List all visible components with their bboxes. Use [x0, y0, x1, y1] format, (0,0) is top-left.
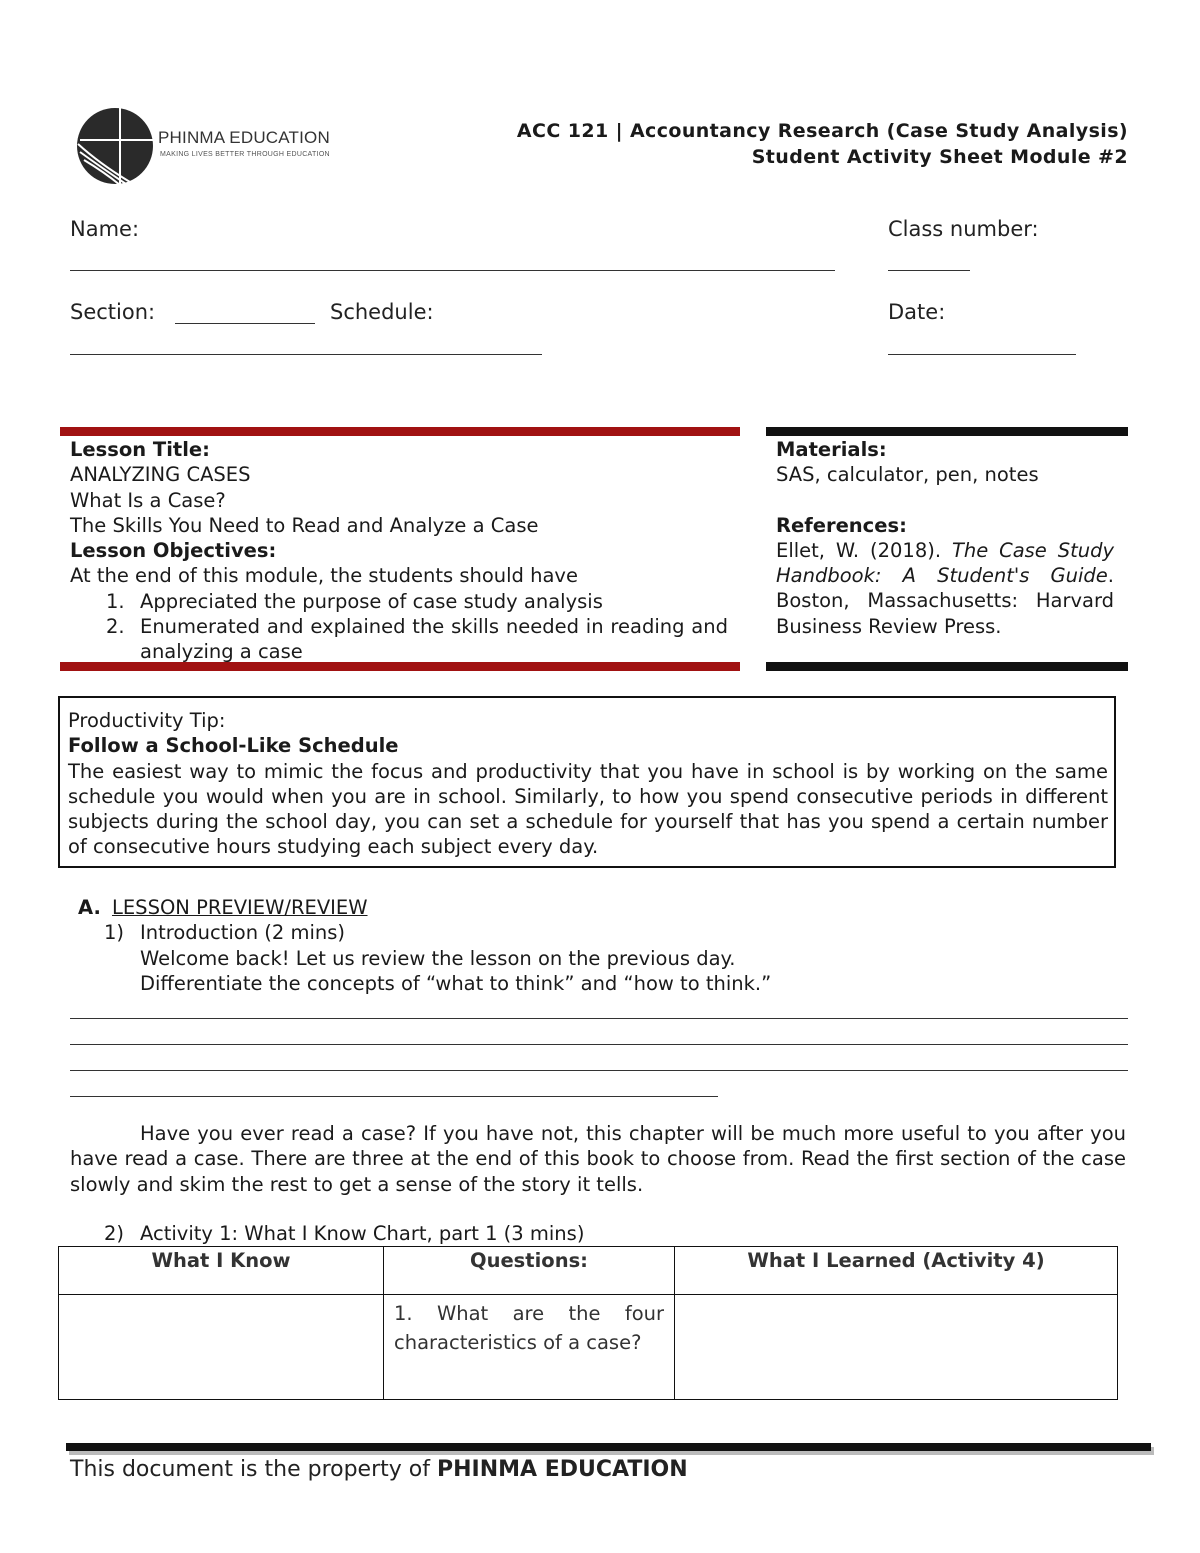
- footer-prefix: This document is the property of: [70, 1457, 437, 1482]
- section-title: LESSON PREVIEW/REVIEW: [112, 896, 368, 919]
- table-header-row: [59, 1247, 1118, 1295]
- lesson-box: [70, 437, 728, 665]
- tip-title: Follow a School-Like Schedule: [68, 734, 399, 758]
- table-header: Questions:: [384, 1247, 675, 1295]
- answer-line[interactable]: [70, 1044, 1128, 1045]
- item1-line1: Welcome back! Let us review the lesson on the previous day.: [140, 947, 736, 970]
- question-text: 1. What are the four characteristics of a case?: [394, 1302, 664, 1354]
- what-i-know-chart: [58, 1246, 1118, 1400]
- productivity-tip: [68, 708, 1108, 860]
- sheet-subtitle: Student Activity Sheet Module #2: [751, 146, 1128, 168]
- footer-owner: PHINMA EDUCATION: [436, 1457, 688, 1482]
- objective-number: 2.: [106, 615, 125, 639]
- materials-top-bar: [766, 427, 1128, 436]
- class-number-field[interactable]: [888, 270, 970, 271]
- class-number-label: Class number:: [888, 217, 1039, 241]
- section-letter: A.: [78, 896, 101, 919]
- what-i-know-cell[interactable]: [59, 1295, 384, 1400]
- item2-number: 2): [104, 1222, 125, 1245]
- lesson-title-line: What Is a Case?: [70, 488, 226, 512]
- name-label: Name:: [70, 217, 140, 241]
- item1-number: 1): [104, 921, 125, 944]
- objectives-list: [70, 589, 728, 665]
- section-label: Section:: [70, 300, 156, 324]
- materials-text: SAS, calculator, pen, notes: [776, 463, 1039, 487]
- date-field[interactable]: [888, 354, 1076, 355]
- item2-title: Activity 1: What I Know Chart, part 1 (3 mins): [140, 1222, 585, 1245]
- name-field[interactable]: [70, 270, 835, 271]
- lesson-title-label: Lesson Title:: [70, 438, 210, 461]
- lesson-top-bar: [60, 427, 740, 436]
- lesson-title-line: The Skills You Need to Read and Analyze a Case: [70, 513, 539, 537]
- schedule-label: Schedule:: [330, 300, 434, 324]
- materials-box: [776, 437, 1114, 639]
- answer-line[interactable]: [70, 1018, 1128, 1019]
- item1-title: Introduction (2 mins): [140, 921, 346, 944]
- table-header: What I Learned (Activity 4): [675, 1247, 1118, 1295]
- tip-label: Productivity Tip:: [68, 709, 226, 732]
- footer-bar: [66, 1443, 1151, 1451]
- logo-name: PHINMA EDUCATION: [158, 128, 330, 147]
- references-label: References:: [776, 513, 907, 537]
- schedule-field[interactable]: [70, 354, 542, 355]
- answer-line[interactable]: [70, 1070, 1128, 1071]
- lesson-objectives-label: Lesson Objectives:: [70, 539, 277, 563]
- date-label: Date:: [888, 300, 946, 324]
- materials-label: Materials:: [776, 438, 887, 461]
- objective-text: Appreciated the purpose of case study analysis: [140, 589, 603, 613]
- objectives-intro: At the end of this module, the students should have: [70, 564, 578, 588]
- table-row: [59, 1295, 1118, 1400]
- reference-publisher: . Boston, Massachusetts: Harvard Business Review Press.: [776, 564, 1114, 638]
- reference-entry: [776, 538, 1114, 639]
- lesson-title-line: ANALYZING CASES: [70, 463, 251, 487]
- question-cell: [384, 1295, 675, 1400]
- item1-line2: Differentiate the concepts of “what to think” and “how to think.”: [140, 972, 772, 995]
- what-i-learned-cell[interactable]: [675, 1295, 1118, 1400]
- reference-author: Ellet, W. (2018).: [776, 538, 942, 562]
- objective-text: Enumerated and explained the skills needed in reading and analyzing a case: [140, 615, 728, 664]
- intro-paragraph: Have you ever read a case? If you have not, this chapter will be much more useful to you after you have read a case. There are three at the end of this book to choose from. Read the first section of the case slowly and skim the rest to get a sense of the story it tells.: [70, 1122, 1126, 1196]
- reference-title: The Case Study Handbook: A Student's Guide: [776, 538, 1114, 588]
- course-title: ACC 121 | Accountancy Research (Case Study Analysis): [516, 120, 1128, 142]
- materials-bottom-bar: [766, 662, 1128, 671]
- section-field[interactable]: [175, 323, 315, 324]
- tip-text: The easiest way to mimic the focus and productivity that you have in school is by working on the same schedule you would when you are in school. Similarly, to how you spend consecutive periods in different subjects during the school day, you can set a schedule for yourself that has you spend a certain number of consecutive hours studying each subject every day.: [68, 759, 1108, 859]
- objective-item: [70, 589, 728, 614]
- answer-line[interactable]: [70, 1096, 718, 1097]
- objective-item: [70, 614, 728, 665]
- table-header: What I Know: [59, 1247, 384, 1295]
- footer-text: [70, 1457, 688, 1482]
- logo-tagline: MAKING LIVES BETTER THROUGH EDUCATION: [160, 151, 330, 158]
- logo-emblem-icon: [70, 104, 160, 188]
- objective-number: 1.: [106, 589, 125, 613]
